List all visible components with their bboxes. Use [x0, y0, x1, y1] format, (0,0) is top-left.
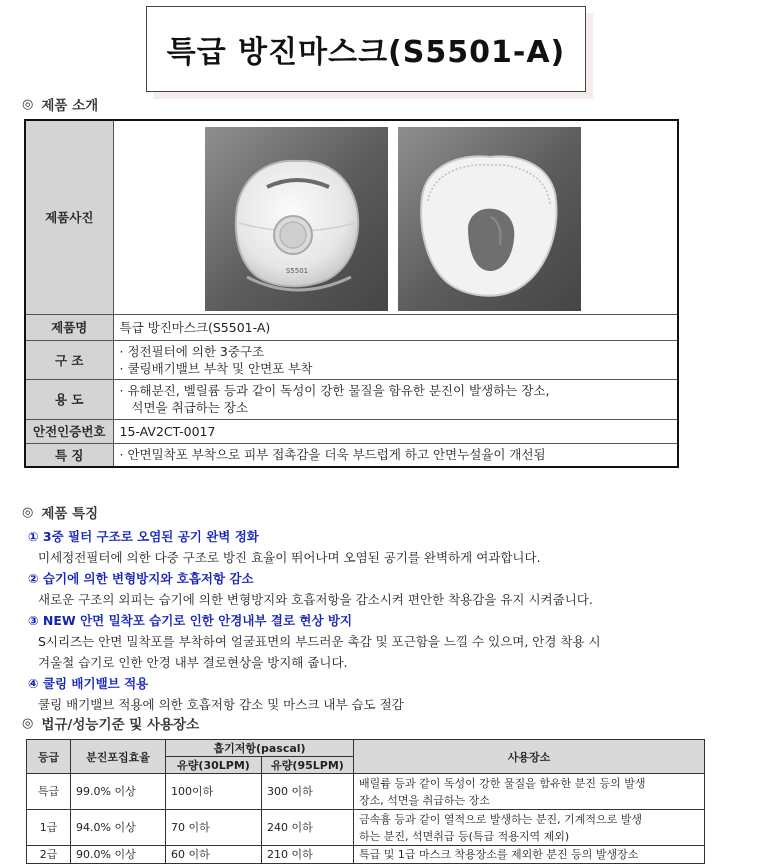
- cell-efficiency: 94.0% 이상: [71, 810, 166, 846]
- product-photo-row: [25, 120, 678, 314]
- section-heading-intro: [22, 94, 98, 114]
- product-photo-label: 제품사진: [25, 120, 113, 314]
- cell-place: [354, 774, 705, 810]
- structure-line-2: · 쿨링배기밸브 부착 및 안면포 부착: [119, 360, 313, 376]
- cell-grade: 특급: [27, 774, 71, 810]
- page-title: 특급 방진마스크(S5501-A): [146, 6, 586, 92]
- cell-grade: 1급: [27, 810, 71, 846]
- feature-1-desc: 미세정전필터에 의한 다중 구조로 방진 효율이 뛰어나며 오염된 공기를 완벽하게 여과합니다.: [38, 550, 541, 565]
- product-photo-cell: [113, 120, 678, 314]
- bullseye-icon: ◎: [22, 715, 34, 731]
- row-value-cert: 15-AV2CT-0017: [113, 419, 678, 443]
- row-value-structure: [113, 340, 678, 379]
- feature-1-title: ① 3중 필터 구조로 오염된 공기 완벽 정화: [28, 529, 259, 544]
- row-value-name: 특급 방진마스크(S5501-A): [113, 314, 678, 340]
- cell-flow95: 300 이하: [262, 774, 354, 810]
- mask-front-photo: [205, 127, 388, 311]
- product-row-cert: [25, 419, 678, 443]
- cell-flow95: 240 이하: [262, 810, 354, 846]
- table-row: [27, 774, 705, 810]
- header-place: 사용장소: [354, 740, 705, 774]
- place-line-2: 장소, 석면을 취급하는 장소: [359, 793, 490, 807]
- header-flow30: 유량(30LPM): [166, 757, 262, 774]
- product-row-name: [25, 314, 678, 340]
- cell-flow30: 100이하: [166, 774, 262, 810]
- row-label-structure: 구 조: [25, 340, 113, 379]
- usage-line-1: · 유해분진, 벨릴륨 등과 같이 독성이 강한 물질을 함유한 분진이 발생하는 장소,: [119, 383, 550, 398]
- feature-4-desc: 쿨링 배기밸브 적용에 의한 호흡저항 감소 및 마스크 내부 습도 절감: [38, 697, 404, 712]
- place-line-1: 배릴륨 등과 같이 독성이 강한 물질을 함유한 분진 등의 발생: [359, 776, 646, 790]
- place-line-1: 금속흄 등과 같이 열적으로 발생하는 분진, 기계적으로 발생: [359, 812, 642, 826]
- row-label-usage: 용 도: [25, 379, 113, 419]
- product-intro-table: [24, 119, 679, 468]
- cell-efficiency: 90.0% 이상: [71, 846, 166, 864]
- product-row-usage: [25, 379, 678, 419]
- usage-line-2: 석면을 취급하는 장소: [119, 400, 249, 415]
- feature-3-desc-1: S시리즈는 안면 밀착포를 부착하여 얼굴표면의 부드러운 촉감 및 포근함을 느낄 수 있으며, 안경 착용 시: [38, 634, 601, 649]
- section-heading-features: [22, 502, 98, 522]
- row-value-feature: · 안면밀착포 부착으로 피부 접촉감을 더욱 부드럽게 하고 안면누설율이 개선됨: [113, 443, 678, 467]
- feature-3-title: ③ NEW 안면 밀착포 습기로 인한 안경내부 결로 현상 방지: [28, 613, 353, 628]
- feature-2-desc: 새로운 구조의 외피는 습기에 의한 변형방지와 호흡저항을 감소시켜 편안한 착용감을 유지 시켜줍니다.: [38, 592, 593, 607]
- cell-flow30: 70 이하: [166, 810, 262, 846]
- standards-table: [26, 739, 705, 864]
- bullseye-icon: ◎: [22, 96, 34, 112]
- cell-flow95: 210 이하: [262, 846, 354, 864]
- row-label-feature: 특 징: [25, 443, 113, 467]
- place-line-2: 하는 분진, 석면취급 등(특급 적용지역 제외): [359, 829, 570, 843]
- row-label-name: 제품명: [25, 314, 113, 340]
- table-row: [27, 810, 705, 846]
- header-efficiency: 분진포집효율: [71, 740, 166, 774]
- mask-back-photo: [398, 127, 581, 311]
- row-value-usage: [113, 379, 678, 419]
- structure-line-1: · 정전필터에 의한 3중구조: [119, 343, 265, 359]
- cell-place: [354, 810, 705, 846]
- product-row-structure: [25, 340, 678, 379]
- row-label-cert: 안전인증번호: [25, 419, 113, 443]
- standards-header-row-1: [27, 740, 705, 757]
- product-row-feature: [25, 443, 678, 467]
- cell-grade: 2급: [27, 846, 71, 864]
- header-flow95: 유량(95LPM): [262, 757, 354, 774]
- feature-3-desc-2: 겨울철 습기로 인한 안경 내부 결로현상을 방지해 줍니다.: [38, 655, 348, 670]
- header-resistance: 흡기저항(pascal): [166, 740, 354, 757]
- section-heading-features-text: 제품 특징: [41, 506, 99, 522]
- header-grade: 등급: [27, 740, 71, 774]
- feature-4-title: ④ 쿨링 배기밸브 적용: [28, 676, 149, 691]
- section-heading-intro-text: 제품 소개: [41, 98, 99, 114]
- cell-efficiency: 99.0% 이상: [71, 774, 166, 810]
- cell-flow30: 60 이하: [166, 846, 262, 864]
- mask-print-text: S5501: [285, 267, 308, 275]
- bullseye-icon: ◎: [22, 504, 34, 520]
- section-heading-standards: [22, 713, 199, 733]
- feature-list: [28, 526, 601, 715]
- cell-place: 특급 및 1급 마스크 착용장소를 제외한 분진 등의 발생장소: [354, 846, 705, 864]
- table-row: [27, 846, 705, 864]
- feature-2-title: ② 습기에 의한 변형방지와 호흡저항 감소: [28, 571, 254, 586]
- section-heading-standards-text: 법규/성능기준 및 사용장소: [41, 717, 200, 733]
